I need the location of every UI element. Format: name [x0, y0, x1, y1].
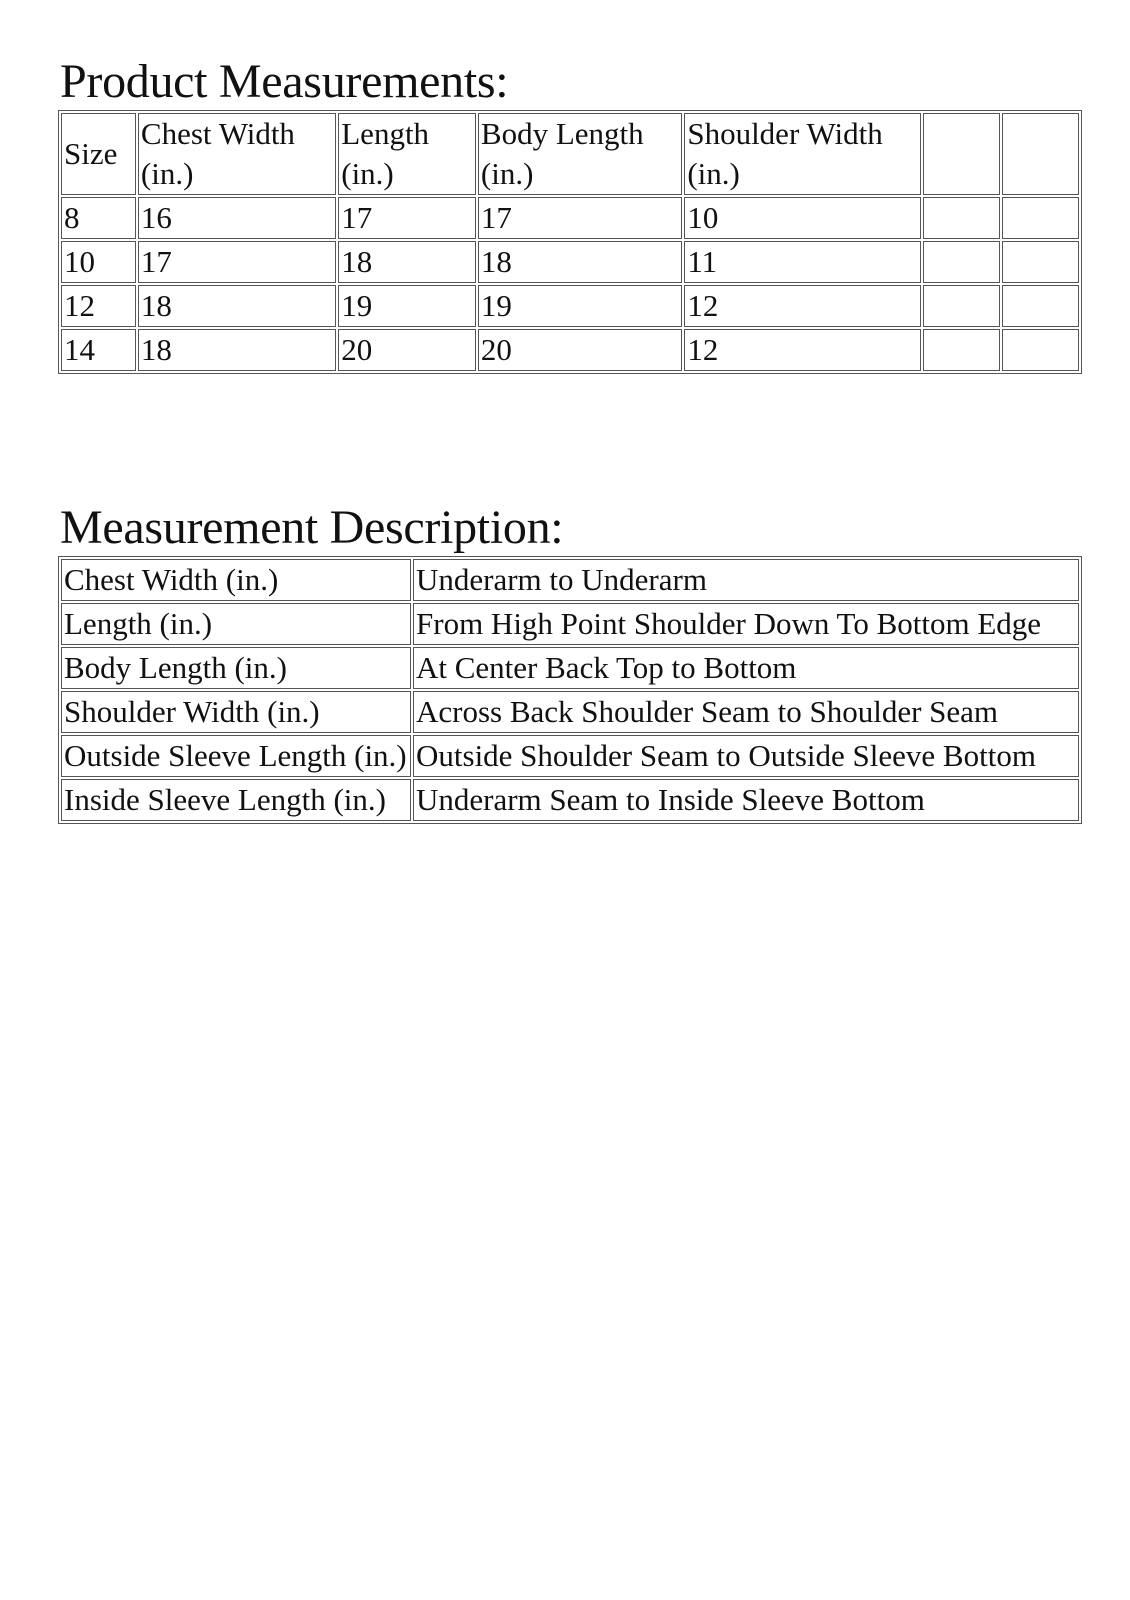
- header-length-line1: Length: [341, 116, 430, 151]
- cell-empty-2: [1002, 329, 1079, 371]
- cell-size: 8: [61, 197, 136, 239]
- cell-empty-2: [1002, 241, 1079, 283]
- header-body-length: [478, 113, 682, 195]
- cell-shoulder-width: 12: [684, 329, 921, 371]
- cell-body-length: 18: [478, 241, 682, 283]
- description-name: Length (in.): [61, 603, 411, 645]
- header-shoulder-width-line2: (in.): [687, 156, 740, 191]
- cell-length: 18: [338, 241, 476, 283]
- measurement-description-title: Measurement Description:: [60, 501, 564, 554]
- description-text: Across Back Shoulder Seam to Shoulder Seam: [413, 691, 1079, 733]
- cell-body-length: 19: [478, 285, 682, 327]
- description-row: [61, 559, 1079, 601]
- description-name: Shoulder Width (in.): [61, 691, 411, 733]
- table-row: [61, 241, 1079, 283]
- document-page: [60, 56, 1080, 824]
- header-length: [338, 113, 476, 195]
- cell-empty-2: [1002, 285, 1079, 327]
- description-name: Chest Width (in.): [61, 559, 411, 601]
- header-chest-width-line1: Chest Width: [140, 116, 295, 151]
- cell-chest-width: 18: [138, 329, 336, 371]
- header-size: Size: [61, 113, 136, 195]
- cell-chest-width: 16: [138, 197, 336, 239]
- description-name: Inside Sleeve Length (in.): [61, 779, 411, 821]
- section-spacer: [60, 374, 1080, 502]
- cell-length: 19: [338, 285, 476, 327]
- cell-empty-1: [923, 285, 1000, 327]
- cell-length: 17: [338, 197, 476, 239]
- table-row: [61, 197, 1079, 239]
- product-measurements-title: Product Measurements:: [60, 55, 509, 108]
- cell-chest-width: 17: [138, 241, 336, 283]
- cell-chest-width: 18: [138, 285, 336, 327]
- header-chest-width: [138, 113, 336, 195]
- header-shoulder-width: [684, 113, 921, 195]
- table-header-row: [61, 113, 1079, 195]
- cell-shoulder-width: 10: [684, 197, 921, 239]
- description-text: Underarm to Underarm: [413, 559, 1079, 601]
- cell-shoulder-width: 11: [684, 241, 921, 283]
- description-text: From High Point Shoulder Down To Bottom Edge: [413, 603, 1079, 645]
- header-length-line2: (in.): [341, 156, 394, 191]
- header-empty-1: [923, 113, 1000, 195]
- header-chest-width-line2: (in.): [140, 156, 194, 191]
- cell-length: 20: [338, 329, 476, 371]
- cell-empty-1: [923, 241, 1000, 283]
- description-row: [61, 779, 1079, 821]
- cell-body-length: 17: [478, 197, 682, 239]
- header-body-length-line2: (in.): [480, 156, 534, 191]
- product-measurements-table: [58, 110, 1082, 374]
- description-text: At Center Back Top to Bottom: [413, 647, 1079, 689]
- description-row: [61, 691, 1079, 733]
- measurement-description-table: [58, 556, 1082, 824]
- header-body-length-line1: Body Length: [480, 116, 644, 151]
- description-row: [61, 603, 1079, 645]
- header-empty-2: [1002, 113, 1079, 195]
- table-row: [61, 285, 1079, 327]
- description-text: Outside Shoulder Seam to Outside Sleeve Bottom: [413, 735, 1079, 777]
- cell-body-length: 20: [478, 329, 682, 371]
- cell-size: 14: [61, 329, 136, 371]
- cell-size: 10: [61, 241, 136, 283]
- description-row: [61, 647, 1079, 689]
- cell-empty-2: [1002, 197, 1079, 239]
- cell-empty-1: [923, 329, 1000, 371]
- description-row: [61, 735, 1079, 777]
- cell-size: 12: [61, 285, 136, 327]
- description-name: Body Length (in.): [61, 647, 411, 689]
- header-shoulder-width-line1: Shoulder Width: [687, 116, 883, 151]
- description-text: Underarm Seam to Inside Sleeve Bottom: [413, 779, 1079, 821]
- cell-empty-1: [923, 197, 1000, 239]
- description-name: Outside Sleeve Length (in.): [61, 735, 411, 777]
- cell-shoulder-width: 12: [684, 285, 921, 327]
- table-row: [61, 329, 1079, 371]
